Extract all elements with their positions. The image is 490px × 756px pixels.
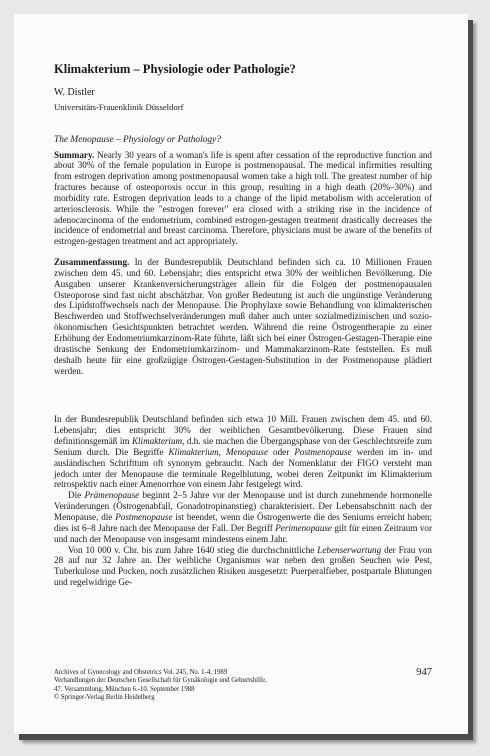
journal-page <box>14 14 468 734</box>
term-klimakterium-menopause: Klimakterium, Menopause <box>168 446 269 457</box>
footer-journal: Archives of Gynecology and Obstetrics Vol. 245, No. 1-4, 1989 <box>54 669 228 676</box>
term-postmenopause: Postmenopause <box>115 511 173 522</box>
body-text: beginnt 2–5 Jahre vor der Menopause und ist durch zunehmende hormonelle Veränderungen (Östrogenabfall, Gonadotropinanstieg) charakterisiert. Der Lebensabschnitt nach der Menopause, die <box>54 490 432 522</box>
term-klimakterium: Klimakterium, <box>131 436 185 447</box>
body-text: gilt für einen Zeitraum vor und nach der Menopause von insgesamt mindestens einem Jahr. <box>54 522 432 544</box>
summary-label: Summary. <box>54 149 95 160</box>
zusammenfassung-text: In der Bundesrepublik Deutschland befinden sich ca. 10 Millionen Frauen zwischen dem 45. und 60. Lebensjahr; dies entspricht etwa 30% der weiblichen Bevölkerung. Die Ausgaben unserer Krankenversicherungsträger allein für die Folgen der postmenopausalen Osteoporose sind fast nicht abschätzbar. Von großer Bedeutung ist auch die ungünstige Veränderung des Lipidstoffwechsels nach der Menopause. Die Prophylaxe sowie Behandlung von klimakterischen Beschwerden und Stoffwechselveränderungen muß daher auch unter sozialmedizinischen und sozio-ökonomischen Gesichtspunkten betrachtet werden. Während die reine Östrogentherapie zu einer Erhöhung der Endometriumkarzinom-Rate führte, läßt sich bei einer Östrogen-Gestagen-Therapie eine drastische Senkung der Endometriumkarzinom- und Mammakarzinom-Rate feststellen. Es muß deshalb heute für eine großzügige Östrogen-Gestagen-Substitution in der Postmenopause plädiert werden. <box>54 257 432 376</box>
body-paragraph-2 <box>54 490 432 544</box>
term-perimenopause: Perimenopause <box>275 522 332 533</box>
body-text: Die <box>68 490 85 501</box>
zusammenfassung-paragraph <box>54 257 432 376</box>
article-title: Klimakterium – Physiologie oder Pathologie? <box>54 62 296 76</box>
body-text: In der Bundesrepublik Deutschland befinden sich etwa 10 Mill. Frauen zwischen dem 45. und 60. Lebensjahr; dies entspricht 30% der weiblichen Gesamtbevölkerung. Diese Frauen sind definitionsgemäß im <box>54 414 432 447</box>
term-praemenopause: Prämenopause <box>84 490 140 501</box>
author-name: W. Distler <box>54 87 95 98</box>
body-text: d.h. sie machen die Übergangsphase von der Geschlechtsreife zum Senium durch. Die Begriffe <box>54 436 432 457</box>
page-footer <box>54 669 432 703</box>
page-number: 947 <box>416 667 432 678</box>
english-title: The Menopause – Physiology or Pathology? <box>54 134 221 145</box>
author-affiliation: Universitäts-Frauenklinik Düsseldorf <box>54 102 184 112</box>
body-text: werden im in- und ausländischen Schrifttum oft synonym gebraucht. Nach der Nomenklatur der FIGO versteht man jedoch unter der Menopause die terminale Regelblutung, wobei deren Zeitpunkt im Klimakterium retrospektiv nach einer Amenorrhoe von einem Jahr festgelegt wird. <box>54 446 433 490</box>
term-postmenopause: Postmenopause <box>294 446 352 457</box>
body-text: ist beendet, wenn die Östrogenwerte die des Seniums erreicht haben; dies ist 6–8 Jahre nach der Menopause der Fall. Der Begriff <box>54 511 432 533</box>
summary-paragraph <box>54 150 432 248</box>
zusammenfassung-label: Zusammenfassung. <box>54 257 130 268</box>
article-content <box>54 62 432 588</box>
body-text: der Frau von 28 auf nur 32 Jahre an. Der weibliche Organismus war neben den großen Seuchen wie Pest, Tuberkulose und Pocken, noch zusätzlichen Risiken ausgesetzt: Puerperalfieber, postpartale Blutungen und regelwidrige Ge- <box>54 544 432 588</box>
footer-meeting: 47. Versammlung, München 6.-10. September 1988 <box>54 685 195 693</box>
body-paragraph-3 <box>54 545 432 588</box>
body-text: Von 10 000 v. Chr. bis zum Jahre 1640 stieg die durchschnittliche <box>68 544 318 555</box>
footer-copyright: © Springer-Verlag Berlin Heidelberg <box>54 694 155 702</box>
term-lebenserwartung: Lebenserwartung <box>317 544 382 555</box>
summary-text: Nearly 30 years of a woman's life is spent after cessation of the reproductive function and about 30% of the female population in Europe is postmenopausal. The medical infirmities resulting from estrogen deprivation among postmenopausal women take a high toll. The greatest number of hip fractures because of osteoporosis occur in this group, resulting in a high death (20%–30%) and morbidity rate. Estrogen deprivation leads to a change of the lipid metabolism with acceleration of arteriosclerosis. While the "estrogen forever" era closed with a striking rise in the incidence of adenocarcinoma of the endometrium, combined estrogen-gestagen treatment drastically decreases the incidence of endometrial and breast carcinoma. Therefore, physicians must be aware of the benefits of estrogen-gestagen treatment and act appropriately. <box>54 149 432 247</box>
footer-proceedings: Verhandlungen der Deutschen Gesellschaft für Gynäkologie und Geburtshilfe, <box>54 677 267 685</box>
body-text: oder <box>268 446 295 457</box>
body-paragraph-1 <box>54 414 432 490</box>
